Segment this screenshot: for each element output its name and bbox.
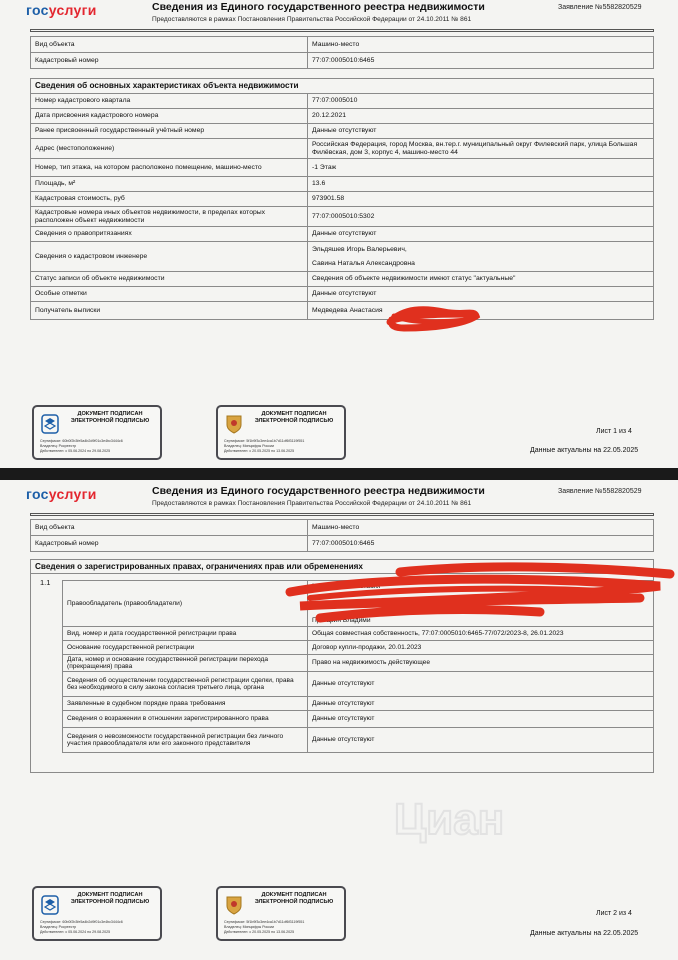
redaction-scribble	[280, 562, 678, 632]
table-row: Дата, номер и основание государственной регистрации перехода (прекращения) права Право на недвижимость действующее	[63, 655, 654, 672]
header-rule	[30, 29, 654, 32]
table-row: Статус записи об объекте недвижимости Сведения об объекте недвижимости имеют статус "актуальные"	[31, 272, 654, 287]
table-row: Кадастровый номер 77:07:0005010:6465	[31, 53, 654, 69]
table-row: Сведения о невозможности государственной регистрации без личного участия правообладателя или его законного представителя Данные отсутствуют	[63, 728, 654, 753]
table-row: Сведения о правопритязаниях Данные отсутствуют	[31, 227, 654, 242]
table-row: Кадастровые номера иных объектов недвижимости, в пределах которых расположен объект недвижимости 77:07:0005010:5302	[31, 207, 654, 227]
table-row: Номер, тип этажа, на котором расположено помещение, машино-место -1 Этаж	[31, 159, 654, 177]
rosreestr-emblem-icon	[40, 413, 60, 435]
signature-stamp-rosreestr: ДОКУМЕНТ ПОДПИСАН ЭЛЕКТРОННОЙ ПОДПИСЬЮ Сертификат: 60b0f2b3fe5a4b2d9f01c3e4bc3444c6 Владелец: Росреестр Действителен: с 05.06.2024 по 29.08.2025	[32, 886, 162, 941]
header-rule	[30, 513, 654, 516]
entry-number: 1.1	[40, 578, 51, 587]
signature-stamp-mintsifry: ДОКУМЕНТ ПОДПИСАН ЭЛЕКТРОННОЙ ПОДПИСЬЮ Сертификат: 5f1b9f3c3ee4ca1b7d11df6f3119f551 Владелец: Минцифры России Действителен: с 20.05.2025 по 13.06.2025	[216, 405, 346, 460]
recipient-value: Медведева Анастасия	[308, 302, 654, 320]
table-row: Вид объекта Машино-место	[31, 520, 654, 536]
object-table	[30, 36, 654, 69]
document-subtitle: Предоставляются в рамках Постановления Правительства Российской Федерации от 24.10.2011 № 861	[152, 500, 472, 507]
page-header	[0, 484, 678, 514]
table-row: Ранее присвоенный государственный учётный номер Данные отсутствуют	[31, 124, 654, 139]
table-row: Вид объекта Машино-место	[31, 37, 654, 53]
table-row: Сведения о возражении в отношении зарегистрированного права Данные отсутствуют	[63, 711, 654, 728]
table-row: Дата присвоения кадастрового номера 20.12.2021	[31, 109, 654, 124]
gosuslugi-logo: госуслуги	[26, 486, 97, 502]
watermark-logo	[384, 778, 584, 848]
sheet-number: Лист 2 из 4	[596, 910, 632, 917]
table-row: Заявленные в судебном порядке права требования Данные отсутствуют	[63, 697, 654, 711]
rosreestr-emblem-icon	[40, 894, 60, 916]
characteristics-table	[30, 93, 654, 320]
table-row: Особые отметки Данные отсутствуют	[31, 287, 654, 302]
table-row: Получатель выписки Медведева Анастасия	[31, 302, 654, 320]
application-number: Заявление №5582820529	[558, 4, 642, 11]
document-title: Сведения из Единого государственного реестра недвижимости	[152, 485, 485, 497]
section-title: Сведения об основных характеристиках объекта недвижимости	[30, 78, 654, 93]
table-row: Площадь, м² 13.6	[31, 177, 654, 192]
document-subtitle: Предоставляются в рамках Постановления Правительства Российской Федерации от 24.10.2011 № 861	[152, 16, 472, 23]
table-row: Номер кадастрового квартала 77:07:0005010	[31, 94, 654, 109]
table-row: Сведения об осуществлении государственной регистрации сделки, права без необходимого в силу закона согласия третьего лица, органа Данные отсутствуют	[63, 672, 654, 697]
gosuslugi-logo: госуслуги	[26, 2, 97, 18]
table-row: Правообладатель (правообладатели) Медведева Анастасия Пригарин Владими	[63, 581, 654, 627]
extract-page-1	[0, 0, 678, 468]
page-header	[0, 0, 678, 30]
svg-text:Циан: Циан	[394, 795, 505, 844]
coat-of-arms-icon	[224, 894, 244, 916]
application-number: Заявление №5582820529	[558, 488, 642, 495]
table-row: Адрес (местоположение) Российская Федерация, город Москва, вн.тер.г. муниципальный округ Филевский парк, улица Большая Филёвская, дом 3, корпус 4, машино-место 44	[31, 139, 654, 159]
sheet-number: Лист 1 из 4	[596, 428, 632, 435]
table-row: Сведения о кадастровом инженере Эльдяшев Игорь Валерьевич, Савина Наталья Александровна	[31, 242, 654, 272]
redaction-scribble	[384, 302, 484, 334]
object-table	[30, 519, 654, 552]
section-title: Сведения о зарегистрированных правах, ограничениях прав или обременениях	[30, 559, 654, 574]
coat-of-arms-icon	[224, 413, 244, 435]
table-row: Кадастровый номер 77:07:0005010:6465	[31, 536, 654, 552]
signature-stamp-rosreestr: ДОКУМЕНТ ПОДПИСАН ЭЛЕКТРОННОЙ ПОДПИСЬЮ Сертификат: 60b0f2b3fe5a4b2d9f01c3e4bc3444c6 Владелец: Росреестр Действителен: с 05.06.2024 по 29.08.2025	[32, 405, 162, 460]
table-row: Кадастровая стоимость, руб 973901.58	[31, 192, 654, 207]
actuality-date: Данные актуальны на 22.05.2025	[530, 447, 639, 454]
owner-value: Медведева Анастасия Пригарин Владими	[308, 581, 654, 627]
signature-stamp-mintsifry: ДОКУМЕНТ ПОДПИСАН ЭЛЕКТРОННОЙ ПОДПИСЬЮ Сертификат: 5f1b9f3c3ee4ca1b7d11df6f3119f551 Владелец: Минцифры России Действителен: с 20.05.2025 по 13.06.2025	[216, 886, 346, 941]
table-row: Основание государственной регистрации Договор купли-продажи, 20.01.2023	[63, 641, 654, 655]
table-row: Вид, номер и дата государственной регистрации права Общая совместная собственность, 77:07:0005010:6465-77/072/2023-8, 26.01.2023	[63, 627, 654, 641]
document-title: Сведения из Единого государственного реестра недвижимости	[152, 1, 485, 13]
actuality-date: Данные актуальны на 22.05.2025	[530, 930, 639, 937]
